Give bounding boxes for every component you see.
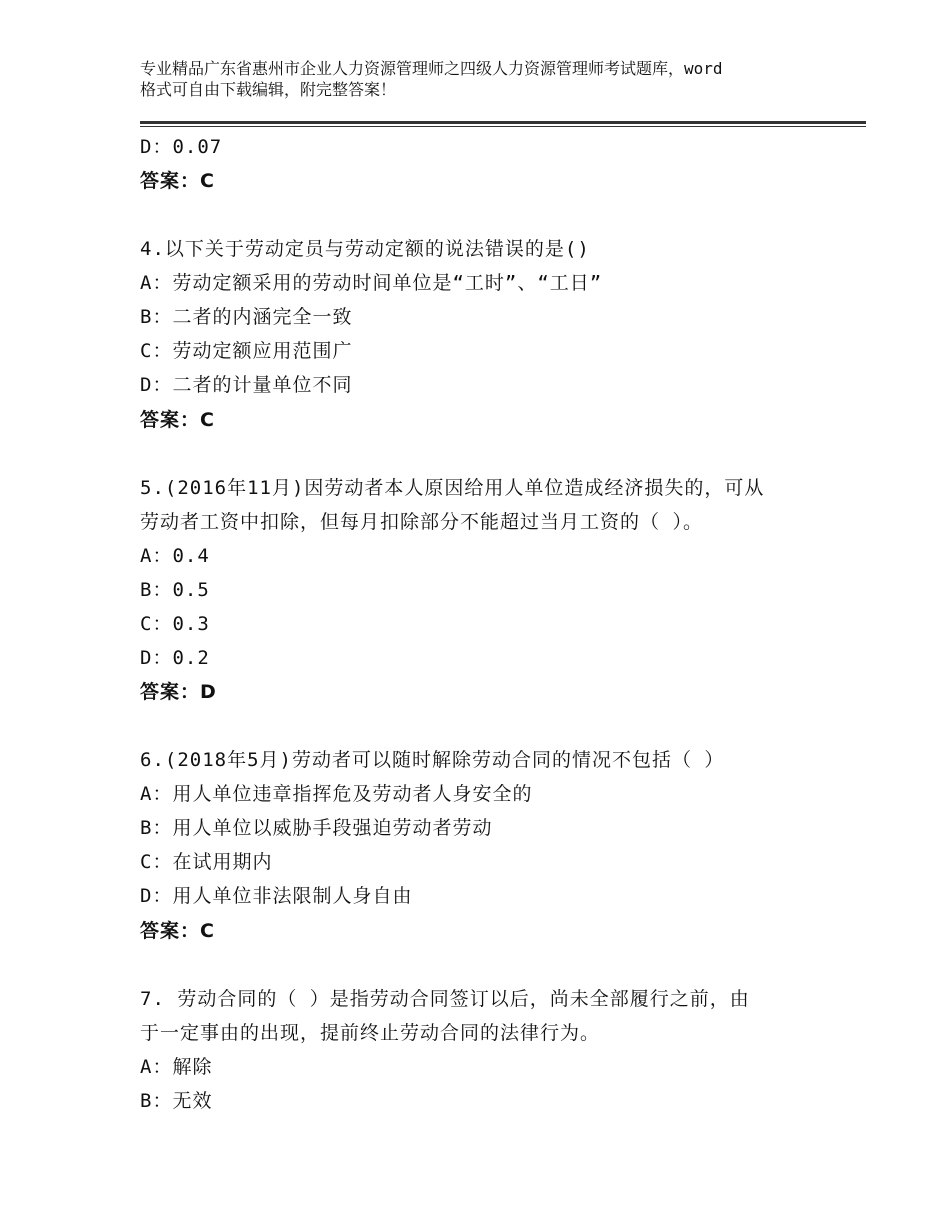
q4-option-c: C：劳动定额应用范围广 [140,340,353,362]
q5-option-b: B：0.5 [140,579,210,601]
q5-answer: 答案：D [140,681,217,703]
q6-option-c: C：在试用期内 [140,851,273,873]
q5-option-a: A：0.4 [140,545,210,567]
header-divider-thick [140,121,866,124]
q5-option-d: D：0.2 [140,647,210,669]
q3-option-d: D：0.07 [140,136,223,158]
q4-option-b: B：二者的内涵完全一致 [140,306,353,328]
q7-stem-line-2: 于一定事由的出现，提前终止劳动合同的法律行为。 [140,1022,601,1044]
q5-stem-line-1: 5.(2016年11月)因劳动者本人原因给用人单位造成经济损失的，可从 [140,477,765,499]
q6-option-b: B：用人单位以威胁手段强迫劳动者劳动 [140,817,493,839]
header-line-1: 专业精品广东省惠州市企业人力资源管理师之四级人力资源管理师考试题库，word [140,59,723,78]
q3-answer: 答案：C [140,170,215,192]
q6-option-a: A：用人单位违章指挥危及劳动者人身安全的 [140,783,533,805]
q6-option-d: D：用人单位非法限制人身自由 [140,885,413,907]
q7-option-a: A：解除 [140,1056,213,1078]
q4-option-a: A：劳动定额采用的劳动时间单位是“工时”、“工日” [140,272,603,294]
header-line-2: 格式可自由下载编辑，附完整答案！ [140,80,397,99]
q4-answer: 答案：C [140,409,215,431]
page-header [140,58,830,100]
q7-option-b: B：无效 [140,1090,213,1112]
q7-stem-line-1: 7. 劳动合同的（ ）是指劳动合同签订以后，尚未全部履行之前，由 [140,988,750,1010]
header-divider-thin [140,126,866,127]
q5-stem-line-2: 劳动者工资中扣除，但每月扣除部分不能超过当月工资的（ ）。 [140,511,703,533]
q6-answer: 答案：C [140,920,215,942]
q6-stem: 6.(2018年5月)劳动者可以随时解除劳动合同的情况不包括（ ） [140,749,725,771]
q5-option-c: C：0.3 [140,613,210,635]
q4-option-d: D：二者的计量单位不同 [140,374,353,396]
q4-stem: 4.以下关于劳动定员与劳动定额的说法错误的是() [140,238,590,260]
